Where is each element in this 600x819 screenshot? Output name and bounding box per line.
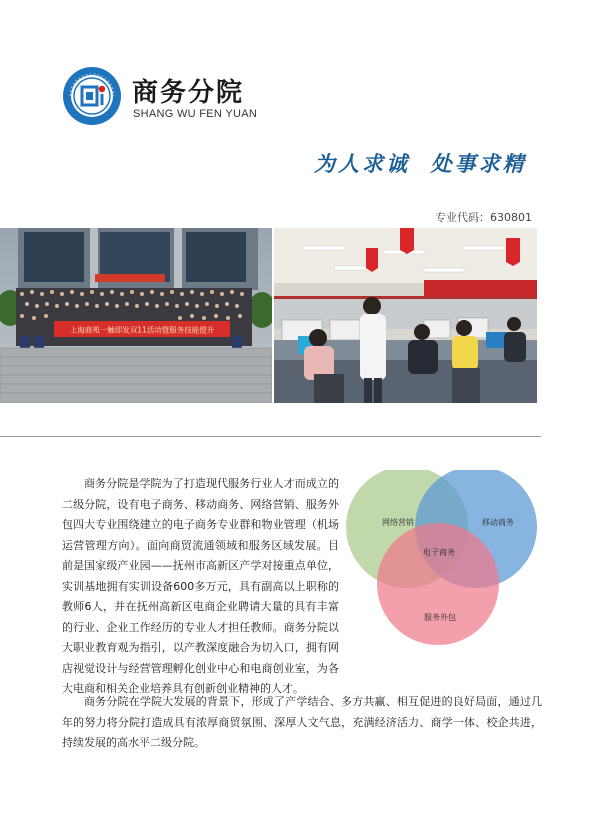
group-photo-banner: 上海商苑一触即发双11活动暨服务技能提升	[69, 325, 215, 335]
slogan-calligraphy: 为人求诚 处事求精	[314, 151, 527, 176]
venn-diagram	[336, 470, 546, 659]
section-divider	[0, 436, 541, 437]
venn-label-bottom: 服务外包	[424, 613, 456, 622]
college-logo	[62, 66, 122, 126]
major-code: 专业代码：630801	[435, 211, 532, 224]
college-logo-emblem-icon	[62, 66, 122, 126]
venn-label-center: 电子商务	[423, 548, 455, 557]
group-photo	[0, 228, 272, 403]
intro-paragraph: 商务分院是学院为了打造现代服务行业人才而成立的二级分院，设有电子商务、移动商务、网络营销、服务外包四大专业围绕建立的电子商务专业群和物业管理（机场运营管理方向）。面向商贸流通领域和服务区域发展。目前是国家级产业园——抚州市高新区产学对接重点单位，实训基地拥有实训设备600多万元，具有副高以上职称的教师6人，并在抚州高新区电商企业聘请大量的具有丰富的行业、企业工作经历的专业人才担任教师。商务分院以大职业教育观为指引，以产教深度融合为切入口，拥有网店视觉设计与经营管理孵化创业中心和电商创业室，为各大电商和相关企业培养具有创新创业精神的人才。	[62, 477, 339, 695]
page-subtitle-pinyin: SHANG WU FEN YUAN	[133, 108, 258, 120]
page-title: 商务分院	[132, 78, 245, 108]
venn-label-right: 移动商务	[482, 518, 514, 527]
venn-circle-bottom	[377, 523, 499, 645]
closing-paragraph: 商务分院在学院大发展的背景下，形成了产学结合、多方共赢、相互促进的良好局面，通过几年的努力将分院打造成具有浓厚商贸氛围、深厚人文气息，充满经济活力、商学一体、校企共进，持续发展的高水平二级分院。	[62, 695, 542, 749]
venn-label-left: 网络营销	[382, 518, 414, 527]
classroom-photo	[274, 228, 537, 403]
